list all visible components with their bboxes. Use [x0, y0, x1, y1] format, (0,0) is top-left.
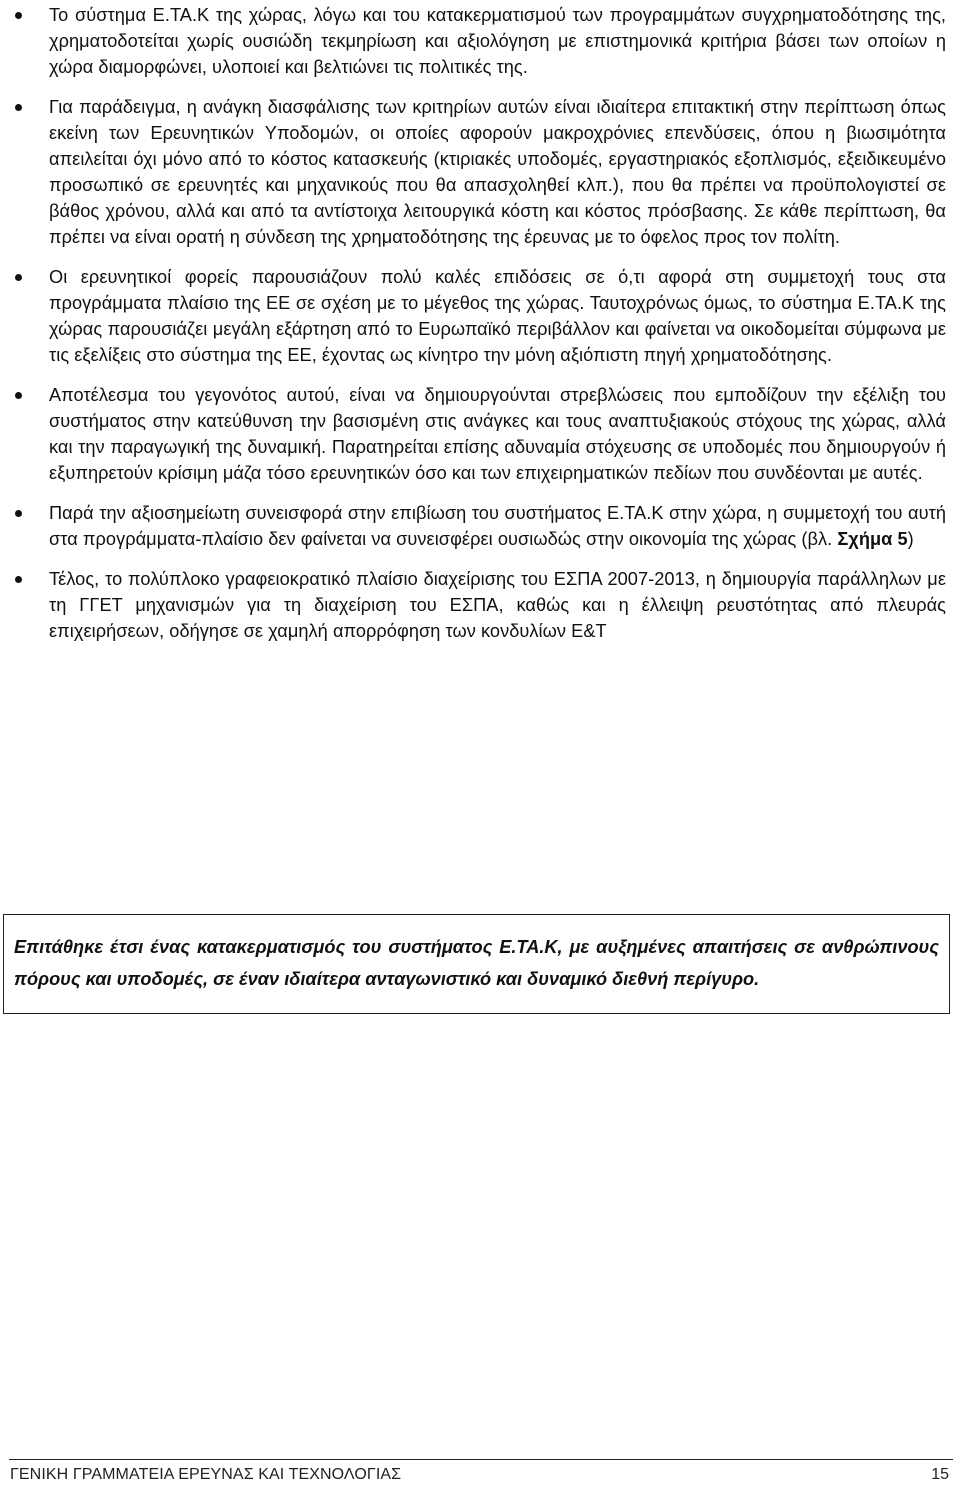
bullet-text: Οι ερευνητικοί φορείς παρουσιάζουν πολύ καλές επιδόσεις σε ό,τι αφορά στη συμμετοχή τους στα προγράμματα πλαίσιο της ΕΕ σε σχέση με το μέγεθος της χώρας. Ταυτοχρόνως όμως, το σύστημα Ε.ΤΑ.Κ της χώρας παρουσιάζει μεγάλη εξάρτηση από το Ευρωπαϊκό περιβάλλον και φαίνεται να οικοδομείται σύμφωνα με τις εξελίξεις στο σύστημα της ΕΕ, έχοντας ως κίνητρο την μόνη αξιόπιστη πηγή χρηματοδότησης.	[49, 267, 946, 365]
bullet-item	[14, 264, 946, 368]
bullet-text: Το σύστημα Ε.ΤΑ.Κ της χώρας, λόγω και του κατακερματισμού των προγραμμάτων συγχρηματοδότησης της, χρηματοδοτείται χωρίς ουσιώδη τεκμηρίωση και αξιολόγηση με επιστημονικά κριτήρια βάσει των οποίων η χώρα διαμορφώνει, υλοποιεί και βελτιώνει τις πολιτικές της.	[49, 5, 946, 77]
bullet-closing-text: )	[907, 529, 914, 549]
footer-divider	[9, 1459, 953, 1460]
bullet-text: Παρά την αξιοσημείωτη συνεισφορά στην επιβίωση του συστήματος Ε.ΤΑ.Κ στην χώρα, η συμμετοχή του αυτή στα προγράμματα-πλαίσιο δεν φαίνεται να συνεισφέρει ουσιωδώς στην οικονομία της χώρας (βλ.	[49, 503, 946, 549]
figure-reference: Σχήμα 5	[837, 529, 908, 549]
summary-box	[3, 914, 950, 1014]
bullet-text: Αποτέλεσμα του γεγονότος αυτού, είναι να δημιουργούνται στρεβλώσεις που εμποδίζουν την εξέλιξη του συστήματος στην κατεύθυνση την βασισμένη στις ανάγκες και τους αναπτυξιακούς στόχους της χώρας, αλλά και την παραγωγική της δυναμική. Παρατηρείται επίσης αδυναμία στόχευσης σε υποδομές που δημιουργούν ή εξυπηρετούν κρίσιμη μάζα τόσο ερευνητικών όσο και των επιχειρηματικών πεδίων που συνδέονται με αυτές.	[49, 385, 946, 483]
bullet-item	[14, 94, 946, 250]
page-number: 15	[931, 1466, 949, 1483]
findings-bullet-list	[14, 2, 946, 658]
bullet-text: Τέλος, το πολύπλοκο γραφειοκρατικό πλαίσιο διαχείρισης του ΕΣΠΑ 2007-2013, η δημιουργία παράλληλων με τη ΓΓΕΤ μηχανισμών για τη διαχείριση του ΕΣΠΑ, καθώς και η έλλειψη ρευστότητας από πλευράς επιχειρήσεων, οδήγησε σε χαμηλή απορρόφηση των κονδυλίων Ε&Τ	[49, 569, 946, 641]
bullet-item	[14, 500, 946, 552]
bullet-item	[14, 566, 946, 644]
bullet-item	[14, 382, 946, 486]
bullet-item	[14, 2, 946, 80]
bullet-text: Για παράδειγμα, η ανάγκη διασφάλισης των κριτηρίων αυτών είναι ιδιαίτερα επιτακτική στην περίπτωση όπως εκείνη των Ερευνητικών Υποδομών, οι οποίες αφορούν μακροχρόνιες επενδύσεις, όπου η βιωσιμότητα απειλείται όχι μόνο από το κόστος κατασκευής (κτιριακές υποδομές, εργαστηριακός εξοπλισμός, εξειδικευμένο προσωπικό σε ερευνητές και μηχανικούς που θα απασχοληθεί κλπ.), που θα πρέπει να προϋπολογιστεί σε βάθος χρόνου, αλλά και από τα αντίστοιχα λειτουργικά κόστη και κόστος πρόσβασης. Σε κάθε περίπτωση, θα πρέπει να είναι ορατή η σύνδεση της χρηματοδότησης της έρευνας με το όφελος προς τον πολίτη.	[49, 97, 946, 247]
summary-text: Επιτάθηκε έτσι ένας κατακερματισμός του συστήματος Ε.ΤΑ.Κ, με αυξημένες απαιτήσεις σε ανθρώπινους πόρους και υποδομές, σε έναν ιδιαίτερα ανταγωνιστικό και δυναμικό διεθνή περίγυρο.	[14, 937, 939, 989]
footer-organization: ΓΕΝΙΚΗ ΓΡΑΜΜΑΤΕΙΑ ΕΡΕΥΝΑΣ ΚΑΙ ΤΕΧΝΟΛΟΓΙΑΣ	[10, 1466, 402, 1483]
